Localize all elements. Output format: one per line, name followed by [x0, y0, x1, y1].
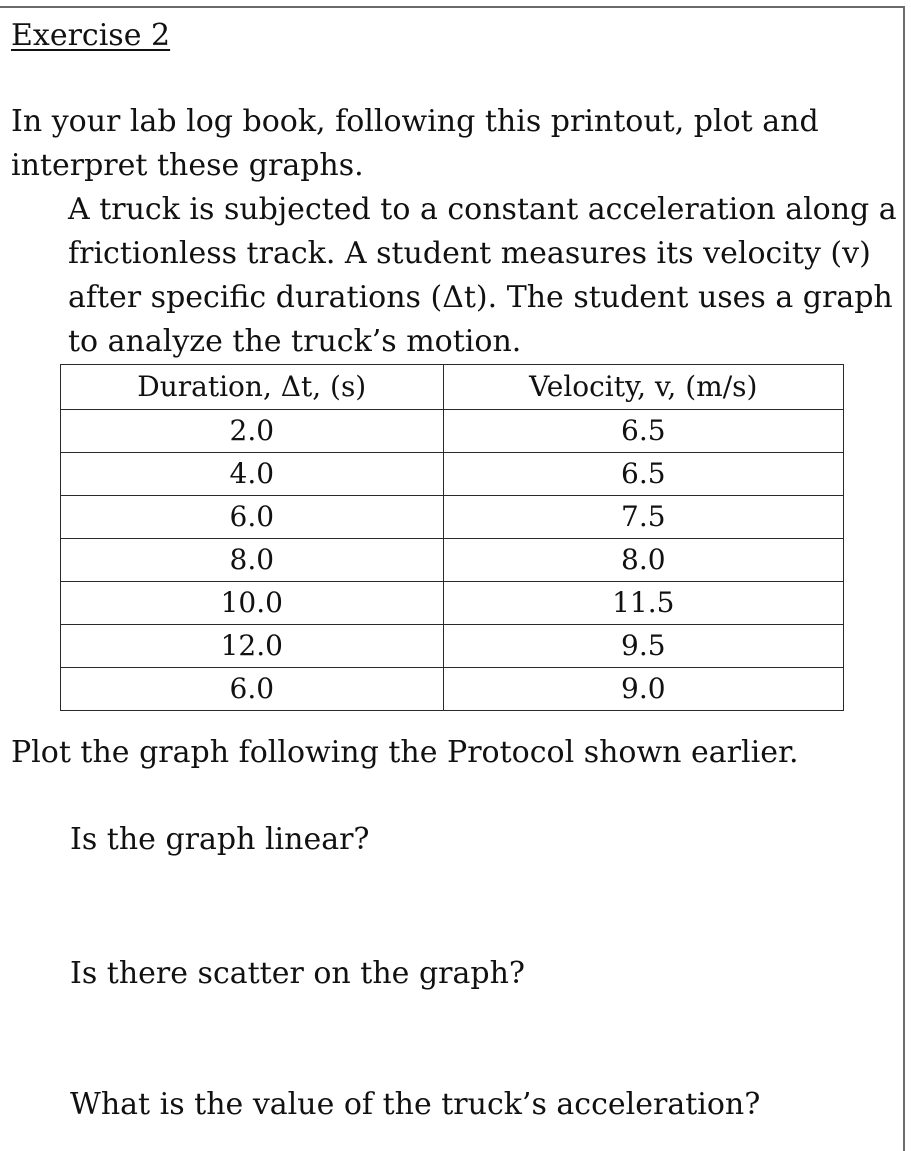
velocity-cell: 6.5 [443, 410, 843, 453]
velocity-cell: 6.5 [443, 453, 843, 496]
duration-cell: 8.0 [61, 539, 444, 582]
table-row [61, 539, 844, 582]
question-scatter: Is there scatter on the graph? [70, 956, 525, 991]
plot-instruction: Plot the graph following the Protocol shown earlier. [11, 735, 799, 770]
table-row [61, 496, 844, 539]
intro-paragraph-2: A truck is subjected to a constant acceleration along a frictionless track. A student measures its velocity (v) after specific durations (Δt). The student uses a graph to analyze the truck’s motion. [68, 192, 897, 359]
duration-cell: 6.0 [61, 668, 444, 711]
question-linear: Is the graph linear? [70, 822, 370, 857]
page-border-right [903, 6, 905, 1151]
table-row [61, 410, 844, 453]
velocity-cell: 9.5 [443, 625, 843, 668]
velocity-cell: 9.0 [443, 668, 843, 711]
duration-header: Duration, Δt, (s) [61, 365, 444, 410]
data-table [60, 364, 844, 711]
duration-cell: 2.0 [61, 410, 444, 453]
exercise-title: Exercise 2 [11, 18, 171, 53]
duration-cell: 4.0 [61, 453, 444, 496]
velocity-cell: 7.5 [443, 496, 843, 539]
table-row [61, 453, 844, 496]
velocity-header: Velocity, v, (m/s) [443, 365, 843, 410]
duration-cell: 6.0 [61, 496, 444, 539]
duration-cell: 10.0 [61, 582, 444, 625]
table-header-row [61, 365, 844, 410]
intro-paragraph-1: In your lab log book, following this printout, plot and interpret these graphs. [11, 104, 819, 183]
duration-cell: 12.0 [61, 625, 444, 668]
table-row [61, 668, 844, 711]
intro-text [11, 100, 901, 364]
table-row [61, 625, 844, 668]
table-row [61, 582, 844, 625]
velocity-cell: 8.0 [443, 539, 843, 582]
page-border-top [0, 6, 904, 8]
velocity-cell: 11.5 [443, 582, 843, 625]
question-acceleration: What is the value of the truck’s acceleration? [70, 1087, 761, 1122]
